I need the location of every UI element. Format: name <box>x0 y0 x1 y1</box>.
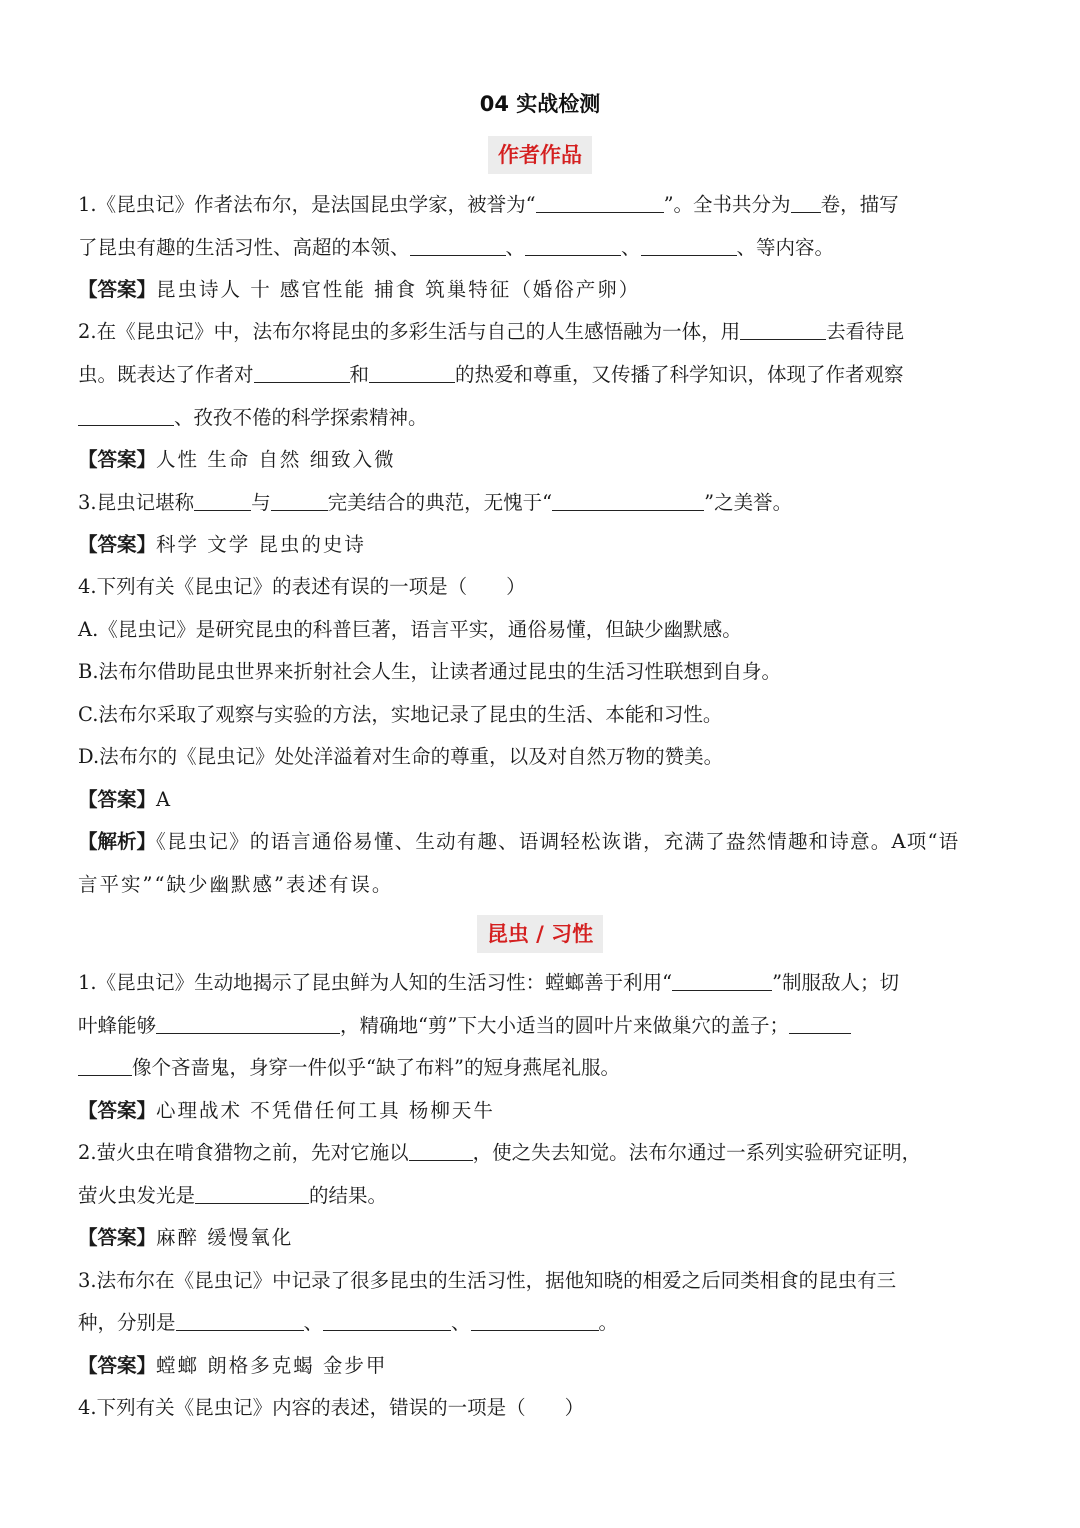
option-c: C.法布尔采取了观察与实验的方法，实地记录了昆虫的生活、本能和习性。 <box>78 703 723 726</box>
question-1-line-3: 像个吝啬鬼，身穿一件似乎“缺了布料”的短身燕尾礼服。 <box>78 1053 620 1083</box>
answer-label: 【答案】 <box>78 788 157 811</box>
question-2-line-1: 2.在《昆虫记》中，法布尔将昆虫的多彩生活与自己的人生感悟融为一体，用 去看待昆 <box>78 320 905 343</box>
blank <box>194 490 251 511</box>
blank <box>176 1310 304 1331</box>
question-4-stem: 4.下列有关《昆虫记》内容的表述，错误的一项是（ ） <box>78 1396 585 1419</box>
blank <box>740 319 826 340</box>
answer-label: 【答案】 <box>78 1099 157 1122</box>
option-b: B.法布尔借助昆虫世界来折射社会人生，让读者通过昆虫的生活习性联想到自身。 <box>78 660 782 683</box>
question-1-line-2: 了昆虫有趣的生活习性、高超的本领、 、 、 、等内容。 <box>78 236 835 259</box>
answer-label: 【答案】 <box>78 1354 157 1377</box>
answer-line: 【答案】螳螂 朗格多克蝎 金步甲 <box>78 1354 388 1377</box>
question-3-line-2: 种，分别是 、 、 。 <box>78 1311 619 1334</box>
answer-line: 【答案】昆虫诗人 十 感官性能 捕食 筑巢特征（婚俗产卵） <box>78 278 641 301</box>
option-a: A.《昆虫记》是研究昆虫的科普巨著，语言平实，通俗易懂，但缺少幽默感。 <box>78 618 742 641</box>
analysis-line-2: 言平实”“缺少幽默感”表述有误。 <box>78 873 394 896</box>
question-2-line-3: 、孜孜不倦的科学探索精神。 <box>78 403 428 433</box>
answer-line: 【答案】科学 文学 昆虫的史诗 <box>78 533 366 556</box>
section-heading-author-works <box>0 136 1080 174</box>
analysis-line-1: 【解析】《昆虫记》的语言通俗易懂、生动有趣、语调轻松诙谐，充满了盎然情趣和诗意。A项“语 <box>78 830 960 853</box>
answer-line: 【答案】人性 生命 自然 细致入微 <box>78 448 396 471</box>
blank <box>552 490 704 511</box>
answer-label: 【答案】 <box>78 533 157 556</box>
blank <box>672 970 772 991</box>
blank <box>254 362 350 383</box>
blank <box>641 235 737 256</box>
answer-label: 【答案】 <box>78 1226 157 1249</box>
question-1-line-1: 1.《昆虫记》生动地揭示了昆虫鲜为人知的生活习性：螳螂善于利用“ ”制服敌人；切 <box>78 971 900 994</box>
section-heading-label: 昆虫 / 习性 <box>477 915 603 953</box>
question-3-line-1: 3.法布尔在《昆虫记》中记录了很多昆虫的生活习性，据他知晓的相爱之后同类相食的昆虫有三 <box>78 1269 897 1292</box>
blank <box>525 235 621 256</box>
blank <box>78 1055 132 1076</box>
question-2-line-2: 虫。既表达了作者对 和 的热爱和尊重，又传播了科学知识，体现了作者观察 <box>78 363 904 386</box>
blank <box>409 1140 473 1161</box>
blank <box>410 235 506 256</box>
blank <box>791 192 821 213</box>
blank <box>195 1183 309 1204</box>
question-1-line-1: 1.《昆虫记》作者法布尔，是法国昆虫学家，被誉为“ ”。全书共分为 卷，描写 <box>78 193 899 216</box>
answer-label: 【答案】 <box>78 448 157 471</box>
blank <box>369 362 455 383</box>
blank <box>536 192 664 213</box>
blank <box>323 1310 451 1331</box>
analysis-label: 【解析】 <box>78 830 157 853</box>
blank <box>156 1013 340 1034</box>
answer-label: 【答案】 <box>78 278 157 301</box>
question-3-line-1: 3.昆虫记堪称 与 完美结合的典范，无愧于“ ”之美誉。 <box>78 491 793 514</box>
blank <box>78 405 174 426</box>
blank <box>471 1310 599 1331</box>
section-heading-insect-habits <box>0 915 1080 953</box>
option-d: D.法布尔的《昆虫记》处处洋溢着对生命的尊重，以及对自然万物的赞美。 <box>78 745 724 768</box>
page-title: 04 实战检测 <box>479 92 601 116</box>
section-heading-label: 作者作品 <box>488 136 592 174</box>
answer-line: 【答案】麻醉 缓慢氧化 <box>78 1226 294 1249</box>
question-2-line-1: 2.萤火虫在啃食猎物之前，先对它施以 ，使之失去知觉。法布尔通过一系列实验研究证明， <box>78 1141 922 1164</box>
blank <box>271 490 328 511</box>
question-2-line-2: 萤火虫发光是 的结果。 <box>78 1184 388 1207</box>
question-4-stem: 4.下列有关《昆虫记》的表述有误的一项是（ ） <box>78 575 526 598</box>
question-1-line-2: 叶蜂能够 ，精确地“剪”下大小适当的圆叶片来做巢穴的盖子； <box>78 1011 851 1041</box>
answer-line: 【答案】A <box>78 788 173 811</box>
answer-line: 【答案】心理战术 不凭借任何工具 杨柳天牛 <box>78 1099 495 1122</box>
blank <box>789 1013 851 1034</box>
